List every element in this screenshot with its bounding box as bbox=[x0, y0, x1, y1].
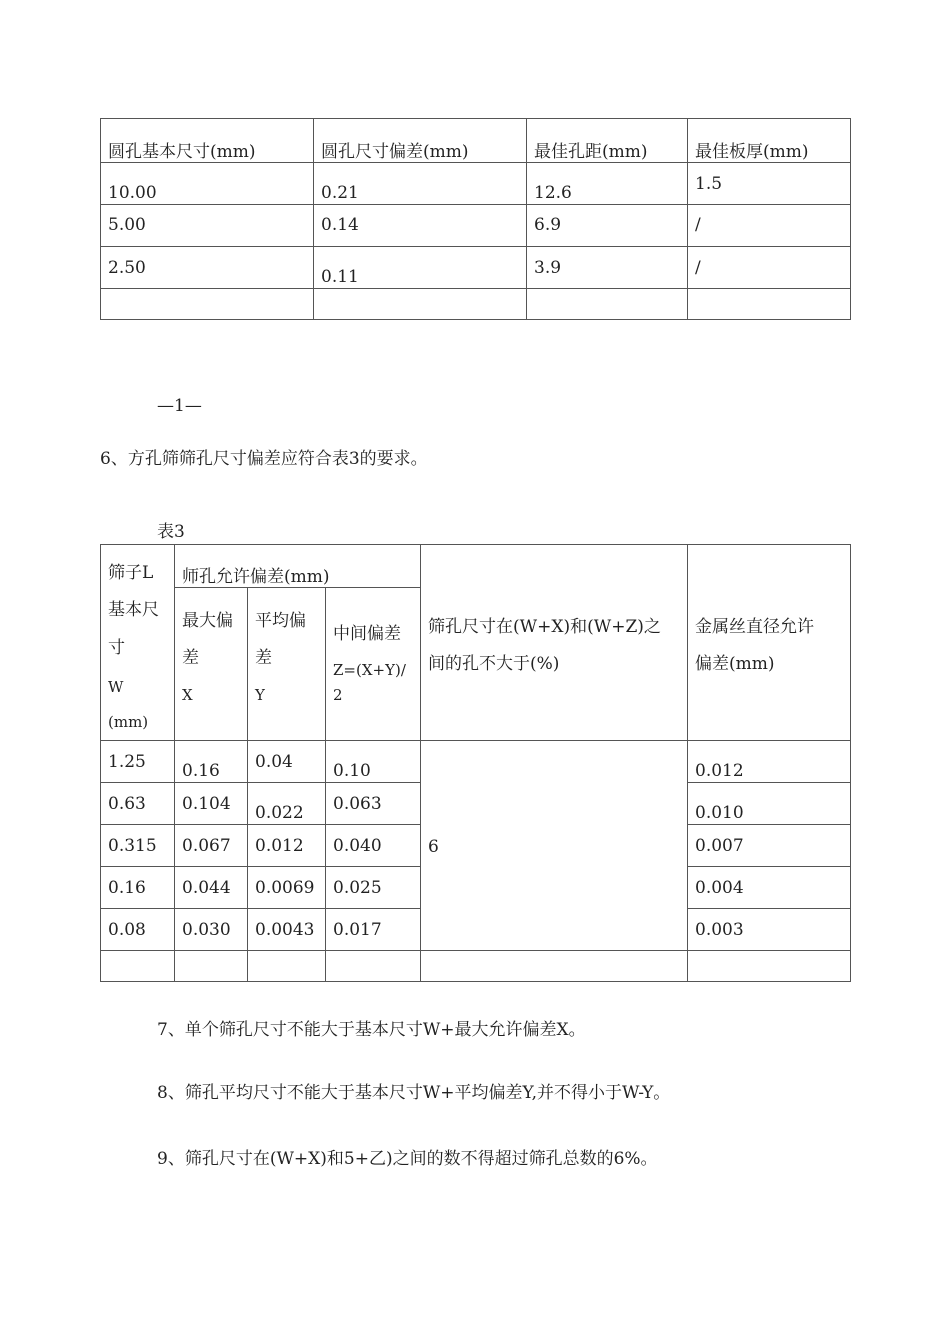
table-cell: 0.063 bbox=[326, 783, 421, 825]
table-cell: 0.21 bbox=[314, 163, 527, 205]
header-cell-wire: 金属丝直径允许 偏差(mm) bbox=[688, 545, 851, 741]
table-cell: 12.6 bbox=[527, 163, 688, 205]
table-cell bbox=[248, 951, 326, 982]
table-cell: 0.0069 bbox=[248, 867, 326, 909]
table-cell: / bbox=[688, 205, 851, 247]
table-cell: 0.11 bbox=[314, 247, 527, 289]
table-cell bbox=[101, 951, 175, 982]
square-hole-deviation-table bbox=[100, 544, 851, 982]
table-row bbox=[101, 289, 851, 320]
table-cell: 0.067 bbox=[175, 825, 248, 867]
header-cell-size: 筛子L 基本尺 寸 W (mm) bbox=[101, 545, 175, 741]
table-cell: 0.012 bbox=[248, 825, 326, 867]
table-cell: 1.5 bbox=[688, 163, 851, 205]
table-cell: 0.0043 bbox=[248, 909, 326, 951]
table-row bbox=[101, 951, 851, 982]
table-cell: 1.25 bbox=[101, 741, 175, 783]
hole-spec-table bbox=[100, 118, 851, 320]
table-cell-between-value: 6 bbox=[421, 741, 688, 951]
table-cell bbox=[688, 951, 851, 982]
table-cell: 0.16 bbox=[101, 867, 175, 909]
table-cell: 0.010 bbox=[688, 783, 851, 825]
table-cell: 0.044 bbox=[175, 867, 248, 909]
paragraph-7: 7、单个筛孔尺寸不能大于基本尺寸W+最大允许偏差X。 bbox=[157, 1020, 586, 1040]
table-cell bbox=[326, 951, 421, 982]
table-cell: 0.017 bbox=[326, 909, 421, 951]
table-row bbox=[101, 205, 851, 247]
table-cell: 0.022 bbox=[248, 783, 326, 825]
table-cell: 0.025 bbox=[326, 867, 421, 909]
table-cell: 0.030 bbox=[175, 909, 248, 951]
table-cell: 0.14 bbox=[314, 205, 527, 247]
table-cell: 0.003 bbox=[688, 909, 851, 951]
table-cell bbox=[421, 951, 688, 982]
header-cell: 圆孔基本尺寸(mm) bbox=[101, 119, 314, 163]
table-cell: / bbox=[688, 247, 851, 289]
header-cell: 圆孔尺寸偏差(mm) bbox=[314, 119, 527, 163]
paragraph-6: 6、方孔筛筛孔尺寸偏差应符合表3的要求。 bbox=[100, 449, 428, 469]
header-cell-avg: 平均偏 差 Y bbox=[248, 588, 326, 741]
table-cell: 0.040 bbox=[326, 825, 421, 867]
table-cell: 10.00 bbox=[101, 163, 314, 205]
table-cell bbox=[527, 289, 688, 320]
table-cell bbox=[101, 289, 314, 320]
header-cell: 最佳孔距(mm) bbox=[527, 119, 688, 163]
table-cell: 6.9 bbox=[527, 205, 688, 247]
page-number: —1— bbox=[157, 396, 202, 416]
table-cell: 0.104 bbox=[175, 783, 248, 825]
table-cell: 0.08 bbox=[101, 909, 175, 951]
table-cell bbox=[175, 951, 248, 982]
table-cell bbox=[688, 289, 851, 320]
table-row bbox=[101, 247, 851, 289]
table-caption: 表3 bbox=[157, 522, 185, 542]
header-cell-allowed-deviation: 师孔允许偏差(mm) bbox=[175, 545, 421, 588]
table-cell: 0.315 bbox=[101, 825, 175, 867]
table-cell: 2.50 bbox=[101, 247, 314, 289]
table-cell: 5.00 bbox=[101, 205, 314, 247]
header-cell: 最佳板厚(mm) bbox=[688, 119, 851, 163]
table-row bbox=[101, 163, 851, 205]
table-cell bbox=[314, 289, 527, 320]
table-cell: 0.007 bbox=[688, 825, 851, 867]
paragraph-9: 9、筛孔尺寸在(W+X)和5+乙)之间的数不得超过筛孔总数的6%。 bbox=[157, 1149, 658, 1169]
table-cell: 3.9 bbox=[527, 247, 688, 289]
table-cell: 0.004 bbox=[688, 867, 851, 909]
table-cell: 0.16 bbox=[175, 741, 248, 783]
table-cell: 0.04 bbox=[248, 741, 326, 783]
paragraph-8: 8、筛孔平均尺寸不能大于基本尺寸W+平均偏差Y,并不得小于W-Y。 bbox=[157, 1083, 671, 1103]
table-cell: 0.10 bbox=[326, 741, 421, 783]
header-cell-mid: 中间偏差 Z=(X+Y)/ 2 bbox=[326, 588, 421, 741]
header-cell-max: 最大偏 差 X bbox=[175, 588, 248, 741]
table-cell: 0.63 bbox=[101, 783, 175, 825]
header-cell-between: 筛孔尺寸在(W+X)和(W+Z)之 间的孔不大于(%) bbox=[421, 545, 688, 741]
table-cell: 0.012 bbox=[688, 741, 851, 783]
table-row bbox=[101, 741, 851, 783]
